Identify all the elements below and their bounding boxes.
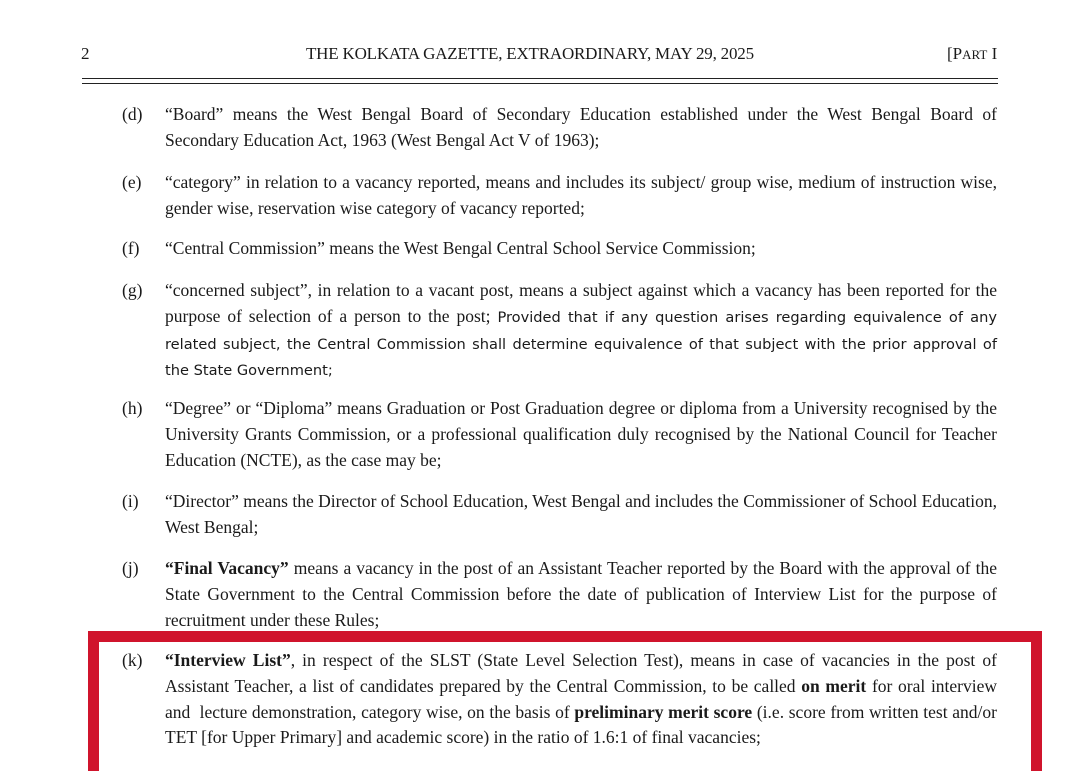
header-rule-bottom [82,83,998,84]
clause-definition: , in respect of the SLST (State Level Selection Test), means in case of vacancies in the post of Assistant Teacher, a list of candidates prepared by the Central Commission, to be called [165,650,997,696]
clause-definition: means a vacancy in the post of an Assistant Teacher reported by the Board with the approval of the State Government to the Central Commission before the date of publication of Interview List for the purpose of recruitment under these Rules; [165,558,998,630]
highlight-box [88,631,1042,771]
clause-label: (j) [122,558,139,578]
gazette-title: THE KOLKATA GAZETTE, EXTRAORDINARY, MAY 29, 2025 [306,44,754,63]
clause-text [165,278,997,384]
proviso-text: Provided that if any question arises regarding equivalence of any related subject, the Central Commission shall determine equivalence of that subject with the prior approval of the State Government; [165,308,998,380]
clause-text: “Degree” or “Diploma” means Graduation or Post Graduation degree or diploma from a University recognised by the University Grants Commission, or a professional qualification duly recognised by the National Council for Teacher Education (NCTE), as the case may be; [165,398,997,470]
header-rule-top [82,78,998,79]
clause-text: “Central Commission” means the West Bengal Central School Service Commission; [165,238,756,258]
part-label: [PART I [947,44,998,63]
page-number: 2 [81,44,90,63]
clause-definition-cont: for oral interview and lecture demonstration, category wise, on the basis of [165,675,998,722]
clause-text: “Board” means the West Bengal Board of Secondary Education established under the West Bengal Board of Secondary Education Act, 1963 (West Bengal Act V of 1963); [165,104,997,150]
emphasis-on-merit: on merit [801,675,867,696]
emphasis-merit-score: preliminary merit score [574,701,753,722]
clause-label: (i) [122,491,139,511]
clause-label: (d) [122,104,143,124]
clause-text: “Director” means the Director of School Education, West Bengal and includes the Commissioner of School Education, West Bengal; [165,491,997,537]
defined-term: “Interview List” [165,650,291,670]
clause-text: “category” in relation to a vacancy reported, means and includes its subject/ group wise, medium of instruction wise, gender wise, reservation wise category of vacancy reported; [165,172,997,218]
defined-term: “Final Vacancy” [165,558,289,578]
clause-label: (f) [122,238,140,258]
clause-definition-end: (i.e. score from written test and/or TET [for Upper Primary] and academic score) in the ratio of 1.6:1 of final vacancies; [165,701,997,748]
clause-definition: “concerned subject”, in relation to a vacant post, means a subject against which a vacancy has been reported for the purpose of selection of a person to the post; [165,280,997,326]
clause-label: (h) [122,398,143,418]
clause-label: (k) [122,650,143,670]
clause-text [165,556,997,633]
clause-label: (g) [122,280,143,300]
clause-label: (e) [122,172,142,192]
gazette-header [0,40,1080,70]
